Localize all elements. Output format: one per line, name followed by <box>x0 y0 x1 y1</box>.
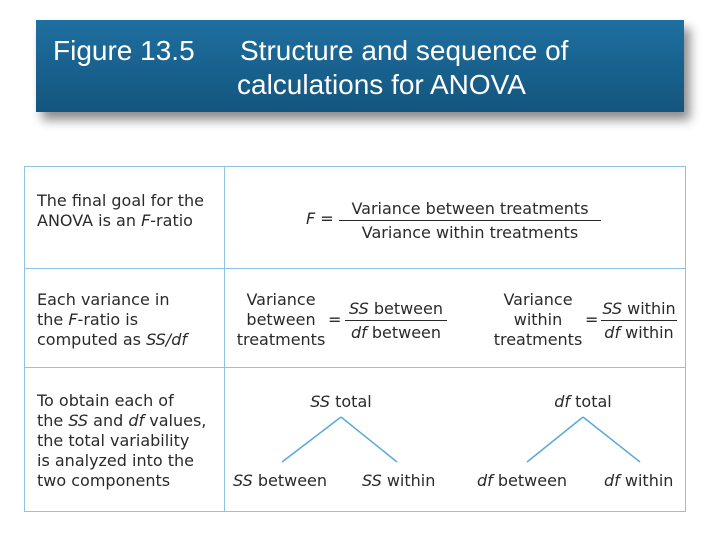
ss-total-node: SS total <box>310 392 372 411</box>
ss-within-node: SS within <box>362 471 436 490</box>
row2-desc-line: Each variance in <box>37 290 170 309</box>
ss-tree-left-branch <box>282 417 341 462</box>
row3-desc-line: the SS and df values, <box>37 411 207 430</box>
title-line-1: Structure and sequence of <box>240 35 569 66</box>
df-between-node: df between <box>477 471 568 490</box>
anova-structure-table <box>24 166 686 512</box>
row3-desc-line: two components <box>37 471 171 490</box>
df-tree-right-branch <box>583 417 640 462</box>
variance-between-label: Variance between treatments <box>236 290 326 349</box>
row3-desc-line: the total variability <box>37 431 190 450</box>
ss-between-numerator: SS between <box>348 299 444 318</box>
row1-desc-line: The final goal for the <box>37 191 205 210</box>
variance-within-label: Variance within treatments <box>493 290 583 349</box>
df-within-node: df within <box>604 471 674 490</box>
between-equals: = <box>328 310 342 329</box>
row3-desc-line: To obtain each of <box>37 391 174 410</box>
ss-between-node: SS between <box>233 471 328 490</box>
f-denominator: Variance within treatments <box>361 223 579 242</box>
f-equals: F = <box>306 209 334 228</box>
row3-desc-line: is analyzed into the <box>37 451 195 470</box>
f-numerator: Variance between treatments <box>351 199 589 218</box>
within-equals: = <box>585 310 599 329</box>
partition-tree-lines <box>25 167 687 513</box>
row2-desc-line: the F-ratio is <box>37 310 139 329</box>
df-between-denominator: df between <box>350 323 442 342</box>
ss-tree-right-branch <box>341 417 397 462</box>
title-banner <box>36 20 684 112</box>
row1-desc-line: ANOVA is an F-ratio <box>37 211 193 230</box>
row2-desc-line: computed as SS/df <box>37 330 187 349</box>
df-tree-left-branch <box>527 417 583 462</box>
figure-number: Figure 13.5 <box>53 35 195 66</box>
title-line-2: calculations for ANOVA <box>237 69 526 100</box>
df-total-node: df total <box>554 392 612 411</box>
df-within-denominator: df within <box>604 323 674 342</box>
ss-within-numerator: SS within <box>602 299 676 318</box>
